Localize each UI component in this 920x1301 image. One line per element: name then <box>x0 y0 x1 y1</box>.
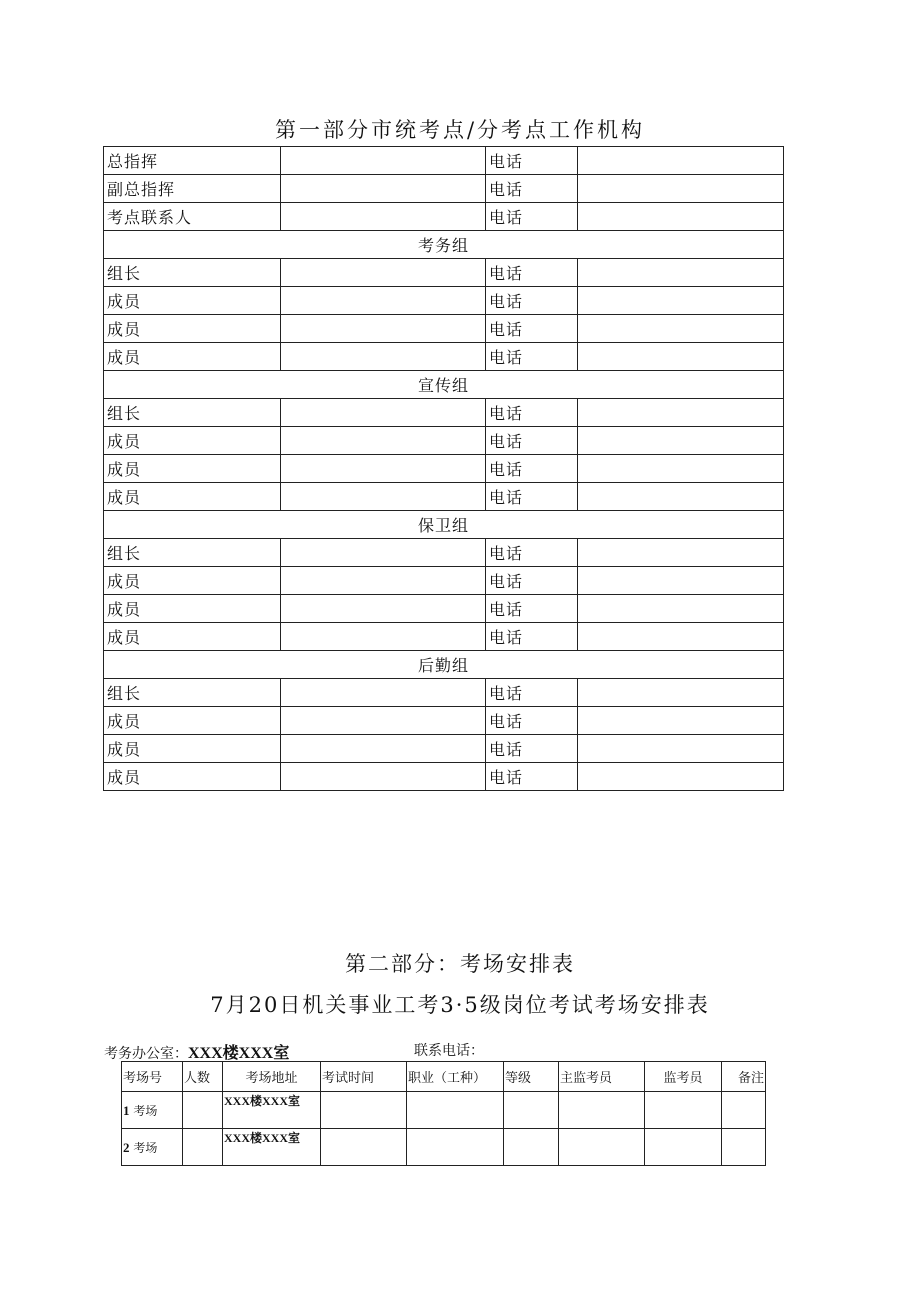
name-cell <box>281 399 486 427</box>
phone-label: 电话 <box>486 259 578 287</box>
phone-cell <box>578 483 784 511</box>
name-cell <box>281 259 486 287</box>
name-cell <box>281 539 486 567</box>
column-header: 考场号 <box>122 1062 183 1092</box>
org-row <box>104 175 784 203</box>
role-label: 成员 <box>104 483 281 511</box>
phone-cell <box>578 147 784 175</box>
name-cell <box>281 679 486 707</box>
org-row <box>104 259 784 287</box>
name-cell <box>281 203 486 231</box>
role-label: 成员 <box>104 343 281 371</box>
group-header-row <box>104 231 784 259</box>
phone-cell <box>578 623 784 651</box>
phone-cell <box>578 455 784 483</box>
column-header: 主监考员 <box>559 1062 645 1092</box>
level-cell <box>504 1129 559 1166</box>
column-header: 备注 <box>722 1062 766 1092</box>
org-row <box>104 399 784 427</box>
org-row <box>104 735 784 763</box>
note-cell <box>722 1092 766 1129</box>
role-label: 考点联系人 <box>104 203 281 231</box>
name-cell <box>281 287 486 315</box>
org-row <box>104 483 784 511</box>
phone-label: 电话 <box>486 175 578 203</box>
column-header: 考试时间 <box>321 1062 407 1092</box>
phone-cell <box>578 287 784 315</box>
phone-cell <box>578 567 784 595</box>
org-row <box>104 427 784 455</box>
role-label: 组长 <box>104 259 281 287</box>
note-cell <box>722 1129 766 1166</box>
org-row <box>104 539 784 567</box>
table-row <box>122 1092 766 1129</box>
name-cell <box>281 315 486 343</box>
phone-label: 电话 <box>486 679 578 707</box>
name-cell <box>281 735 486 763</box>
name-cell <box>281 595 486 623</box>
role-label: 成员 <box>104 735 281 763</box>
phone-cell <box>578 315 784 343</box>
phone-cell <box>578 539 784 567</box>
proctor-cell <box>645 1129 722 1166</box>
part1-title: 第一部分市统考点/分考点工作机构 <box>274 118 646 142</box>
room-number <box>122 1092 183 1129</box>
phone-cell <box>578 679 784 707</box>
org-row <box>104 763 784 791</box>
phone-label: 电话 <box>486 707 578 735</box>
phone-label: 电话 <box>486 735 578 763</box>
org-row <box>104 623 784 651</box>
org-row <box>104 315 784 343</box>
phone-label: 电话 <box>486 539 578 567</box>
group-header-row <box>104 511 784 539</box>
phone-label: 电话 <box>486 287 578 315</box>
org-row <box>104 455 784 483</box>
room-num: 1 <box>123 1102 130 1118</box>
address-cell: XXX楼XXX室 <box>223 1129 321 1166</box>
phone-label: 电话 <box>486 147 578 175</box>
job-cell <box>407 1092 504 1129</box>
column-header: 监考员 <box>645 1062 722 1092</box>
group-name: 保卫组 <box>104 511 784 539</box>
proctor-cell <box>645 1092 722 1129</box>
chief-proctor-cell <box>559 1092 645 1129</box>
part2-heading: 第二部分：考场安排表 <box>345 952 575 976</box>
column-header: 等级 <box>504 1062 559 1092</box>
name-cell <box>281 763 486 791</box>
room-num: 2 <box>123 1139 130 1155</box>
org-row <box>104 147 784 175</box>
role-label: 成员 <box>104 595 281 623</box>
phone-cell <box>578 175 784 203</box>
group-name: 后勤组 <box>104 651 784 679</box>
org-row <box>104 287 784 315</box>
time-cell <box>321 1129 407 1166</box>
chief-proctor-cell <box>559 1129 645 1166</box>
role-label: 成员 <box>104 315 281 343</box>
name-cell <box>281 427 486 455</box>
column-header: 人数 <box>183 1062 223 1092</box>
role-label: 成员 <box>104 455 281 483</box>
address-cell: XXX楼XXX室 <box>223 1092 321 1129</box>
org-row <box>104 567 784 595</box>
count-cell <box>183 1129 223 1166</box>
room-suffix: 考场 <box>133 1140 158 1155</box>
role-label: 成员 <box>104 763 281 791</box>
office-value: XXX楼XXX室 <box>188 1045 290 1062</box>
group-name: 考务组 <box>104 231 784 259</box>
count-cell <box>183 1092 223 1129</box>
role-label: 成员 <box>104 287 281 315</box>
name-cell <box>281 343 486 371</box>
phone-label: 电话 <box>486 595 578 623</box>
org-row <box>104 595 784 623</box>
role-label: 成员 <box>104 623 281 651</box>
exam-schedule-table <box>121 1061 766 1166</box>
role-label: 组长 <box>104 399 281 427</box>
phone-label: 电话 <box>486 427 578 455</box>
role-label: 总指挥 <box>104 147 281 175</box>
part2-subheading: 7月20日机关事业工考3·5级岗位考试考场安排表 <box>210 993 710 1017</box>
org-row <box>104 343 784 371</box>
phone-label: 电话 <box>486 483 578 511</box>
role-label: 成员 <box>104 427 281 455</box>
group-header-row <box>104 651 784 679</box>
phone-cell <box>578 595 784 623</box>
phone-cell <box>578 399 784 427</box>
phone-cell <box>578 259 784 287</box>
phone-label: 电话 <box>486 763 578 791</box>
phone-label: 电话 <box>486 343 578 371</box>
group-name: 宣传组 <box>104 371 784 399</box>
name-cell <box>281 567 486 595</box>
phone-label: 电话 <box>486 315 578 343</box>
name-cell <box>281 707 486 735</box>
role-label: 成员 <box>104 707 281 735</box>
phone-cell <box>578 763 784 791</box>
job-cell <box>407 1129 504 1166</box>
column-header: 职业（工种） <box>407 1062 504 1092</box>
organization-table <box>103 146 784 791</box>
role-label: 组长 <box>104 679 281 707</box>
table-row <box>122 1129 766 1166</box>
name-cell <box>281 455 486 483</box>
org-row <box>104 203 784 231</box>
level-cell <box>504 1092 559 1129</box>
org-row <box>104 707 784 735</box>
name-cell <box>281 623 486 651</box>
role-label: 成员 <box>104 567 281 595</box>
office-label: 考务办公室： <box>104 1046 188 1062</box>
phone-cell <box>578 707 784 735</box>
phone-label: 电话 <box>486 399 578 427</box>
column-header: 考场地址 <box>223 1062 321 1092</box>
role-label: 组长 <box>104 539 281 567</box>
name-cell <box>281 483 486 511</box>
org-row <box>104 679 784 707</box>
name-cell <box>281 175 486 203</box>
phone-cell <box>578 427 784 455</box>
phone-cell <box>578 343 784 371</box>
room-suffix: 考场 <box>133 1103 158 1118</box>
phone-label: 电话 <box>486 567 578 595</box>
role-label: 副总指挥 <box>104 175 281 203</box>
office-info <box>104 1040 289 1063</box>
phone-cell <box>578 203 784 231</box>
name-cell <box>281 147 486 175</box>
phone-label: 电话 <box>486 455 578 483</box>
phone-label: 电话 <box>486 203 578 231</box>
room-number <box>122 1129 183 1166</box>
group-header-row <box>104 371 784 399</box>
contact-label: 联系电话： <box>414 1043 484 1059</box>
phone-cell <box>578 735 784 763</box>
time-cell <box>321 1092 407 1129</box>
phone-label: 电话 <box>486 623 578 651</box>
